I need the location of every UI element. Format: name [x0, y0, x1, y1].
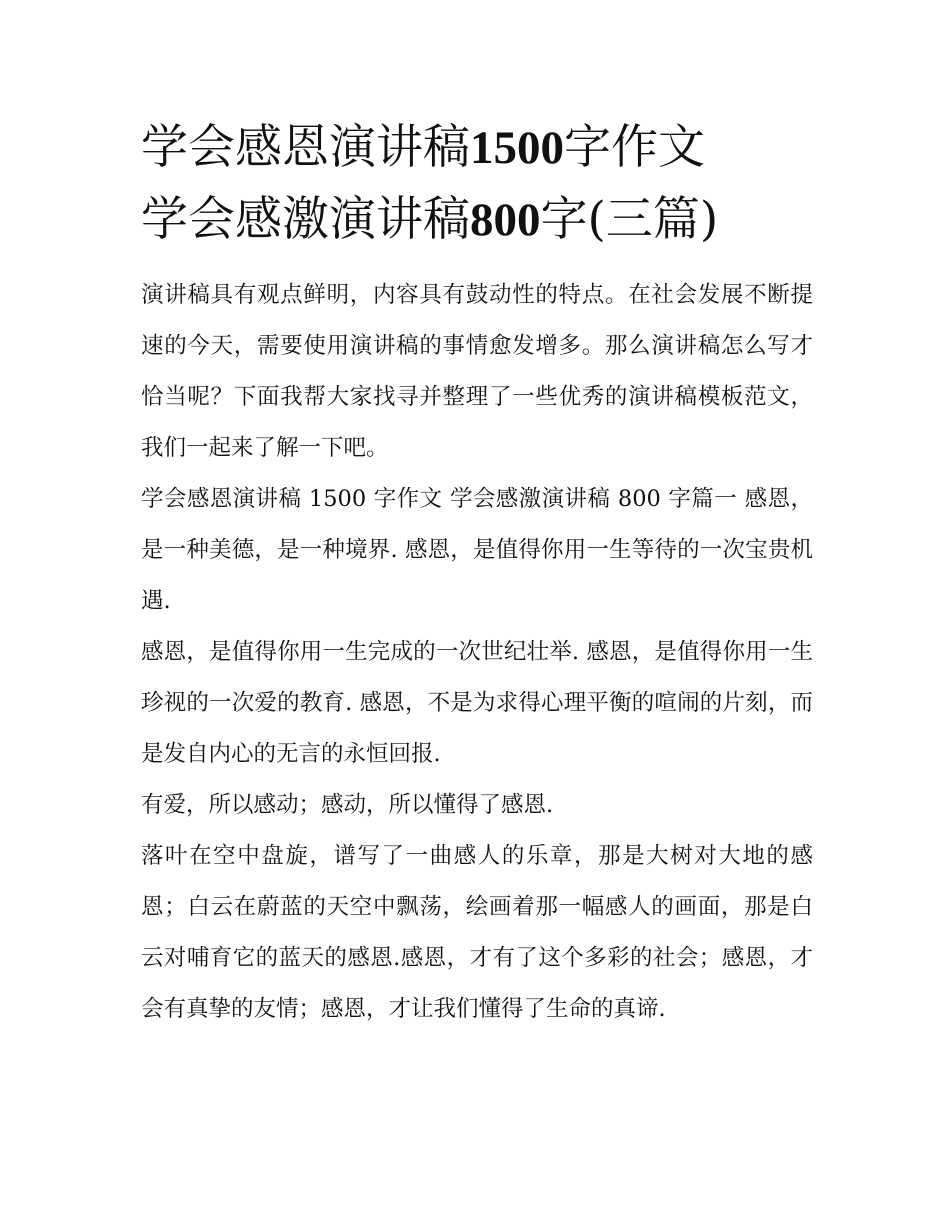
document-title — [141, 112, 813, 256]
paragraph-section-one-start: 学会感恩演讲稿 1500 字作文 学会感激演讲稿 800 字篇一 感恩，是一种美德，是一种境界. 感恩，是值得你用一生等待的一次宝贵机遇. — [141, 486, 813, 614]
paragraph-intro: 演讲稿具有观点鲜明，内容具有鼓动性的特点。在社会发展不断提速的今天，需要使用演讲稿的事情愈发增多。那么演讲稿怎么写才恰当呢？下面我帮大家找寻并整理了一些优秀的演讲稿模板范文，我们一起来了解一下吧。 — [141, 282, 813, 461]
title-line-1-number: 1500 — [470, 122, 564, 174]
paragraph-love-and-gratitude: 有爱，所以感动；感动，所以懂得了感恩. — [141, 792, 554, 818]
title-line-2-part-1: 学会感激演讲稿 — [141, 192, 470, 247]
title-line-1-part-2: 字作文 — [564, 120, 705, 175]
title-line-2 — [141, 184, 813, 256]
document-content — [141, 112, 813, 1035]
paragraph-gratitude-meaning: 感恩，是值得你用一生完成的一次世纪壮举. 感恩，是值得你用一生珍视的一次爱的教育. 感恩，不是为求得心理平衡的喧闹的片刻，而是发自内心的无言的永恒回报. — [141, 639, 813, 767]
paragraph-nature-gratitude: 落叶在空中盘旋，谱写了一曲感人的乐章，那是大树对大地的感恩；白云在蔚蓝的天空中飘荡，绘画着那一幅感人的画面，那是白云对哺育它的蓝天的感恩.感恩，才有了这个多彩的社会；感恩，才会有真挚的友情；感恩，才让我们懂得了生命的真谛. — [141, 843, 813, 1022]
title-line-2-part-2: 字(三篇) — [540, 192, 719, 247]
title-line-2-number: 800 — [470, 194, 541, 246]
title-line-1 — [141, 112, 813, 184]
title-line-1-part-1: 学会感恩演讲稿 — [141, 120, 470, 175]
